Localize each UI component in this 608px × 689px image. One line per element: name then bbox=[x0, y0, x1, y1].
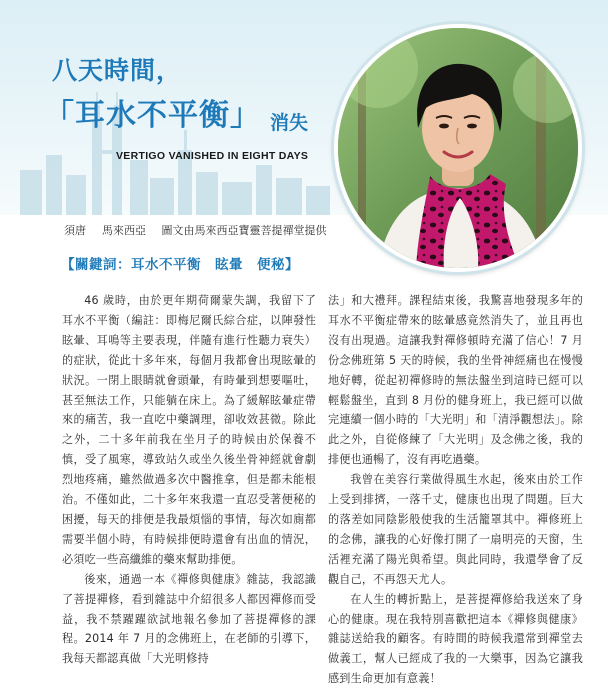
keywords-line: 【關鍵詞：耳水不平衡 眩暈 便秘】 bbox=[61, 257, 299, 273]
photo-credit: 圖文由馬來西亞寶靈菩提禪堂提供 bbox=[161, 224, 327, 237]
portrait-illustration bbox=[338, 28, 578, 268]
byline bbox=[64, 222, 327, 238]
paragraph: 我曾在美容行業做得風生水起，後來由於工作上受到排擠，一落千丈，健康也出現了問題。巨大的落差如同陰影般使我的生活籠罩其中。禪修班上的念佛，讓我的心好像打開了一扇明亮的天窗，生活裡充滿了陽光與希望。與此同時，我還學會了反觀自己，不再怨天尤人。 bbox=[328, 473, 583, 586]
english-subtitle: VERTIGO VANISHED IN EIGHT DAYS bbox=[116, 150, 309, 162]
author-location: 馬來西亞 bbox=[102, 224, 146, 237]
author-portrait-photo bbox=[334, 24, 582, 272]
paragraph: 46 歲時，由於更年期荷爾蒙失調，我留下了耳水不平衡（編註：即梅尼爾氏綜合症，以陣發性眩暈、耳鳴等主要表現，伴隨有進行性聽力衰失）的症狀，從此十多年來，每個月我都會出現眩暈的狀況。一閉上眼睛就會頭暈，有時暈到想要嘔吐，甚至無法工作，只能躺在床上。為了緩解眩暈症帶來的痛苦，我一直吃中藥調理，卻收效甚微。除此之外，二十多年前我在坐月子的時候由於保養不慎，受了風寒，導致站久或坐久後坐骨神經就會劇烈地疼痛，雖然做過多次中醫推拿，但是都未能根治。不僅如此，二十多年來我還一直忍受著便秘的困擾，每天的排便是我最煩惱的事情，每次如廁都需要半個小時，有時候排便時還會有出血的情況，必須吃一些高纖維的藥來幫助排便。 bbox=[62, 294, 316, 566]
title-line-1: 八天時間， bbox=[52, 56, 183, 85]
paragraph: 後來，通過一本《禪修與健康》雜誌，我認識了菩提禪修，看到雜誌中介紹很多人都因禪修而受益，我不禁躍躍欲試地報名參加了菩提禪修的課程。2014 年 7 月的念佛班上，在老師的引導下，我每天都認真做「大光明修持 bbox=[62, 572, 316, 666]
article-column-right bbox=[328, 291, 583, 689]
paragraph: 法」和大禮拜。課程結束後，我驚喜地發現多年的耳水不平衡症帶來的眩暈感竟然消失了，並且再也沒有出現過。這讓我對禪修頓時充滿了信心！7 月份念佛班第 5 天的時候，我的坐骨神經痛也在慢慢地好轉，從起初禪修時的無法盤坐到這時已經可以輕鬆盤坐，直到 8 月份的健身班上，我已經可以做完連續一個小時的「大光明」和「清淨觀想法」。除此之外，自從修練了「大光明」及念佛之後，我的排便也通暢了，沒有再吃過藥。 bbox=[328, 294, 583, 467]
paragraph: 在人生的轉折點上，是菩提禪修給我送來了身心的健康。現在我特別喜歡把這本《禪修與健康》雜誌送給我的顧客。有時間的時候我還常到禪堂去做義工，幫人已經成了我的一大樂事，因為它讓我感到生命更加有意義！ bbox=[328, 592, 583, 686]
article-column-left bbox=[62, 291, 316, 669]
author-name: 須唐 bbox=[64, 224, 86, 237]
title-line-2-tail: 消失 bbox=[270, 112, 309, 134]
title-line-2: 「耳水不平衡」 bbox=[44, 98, 261, 133]
